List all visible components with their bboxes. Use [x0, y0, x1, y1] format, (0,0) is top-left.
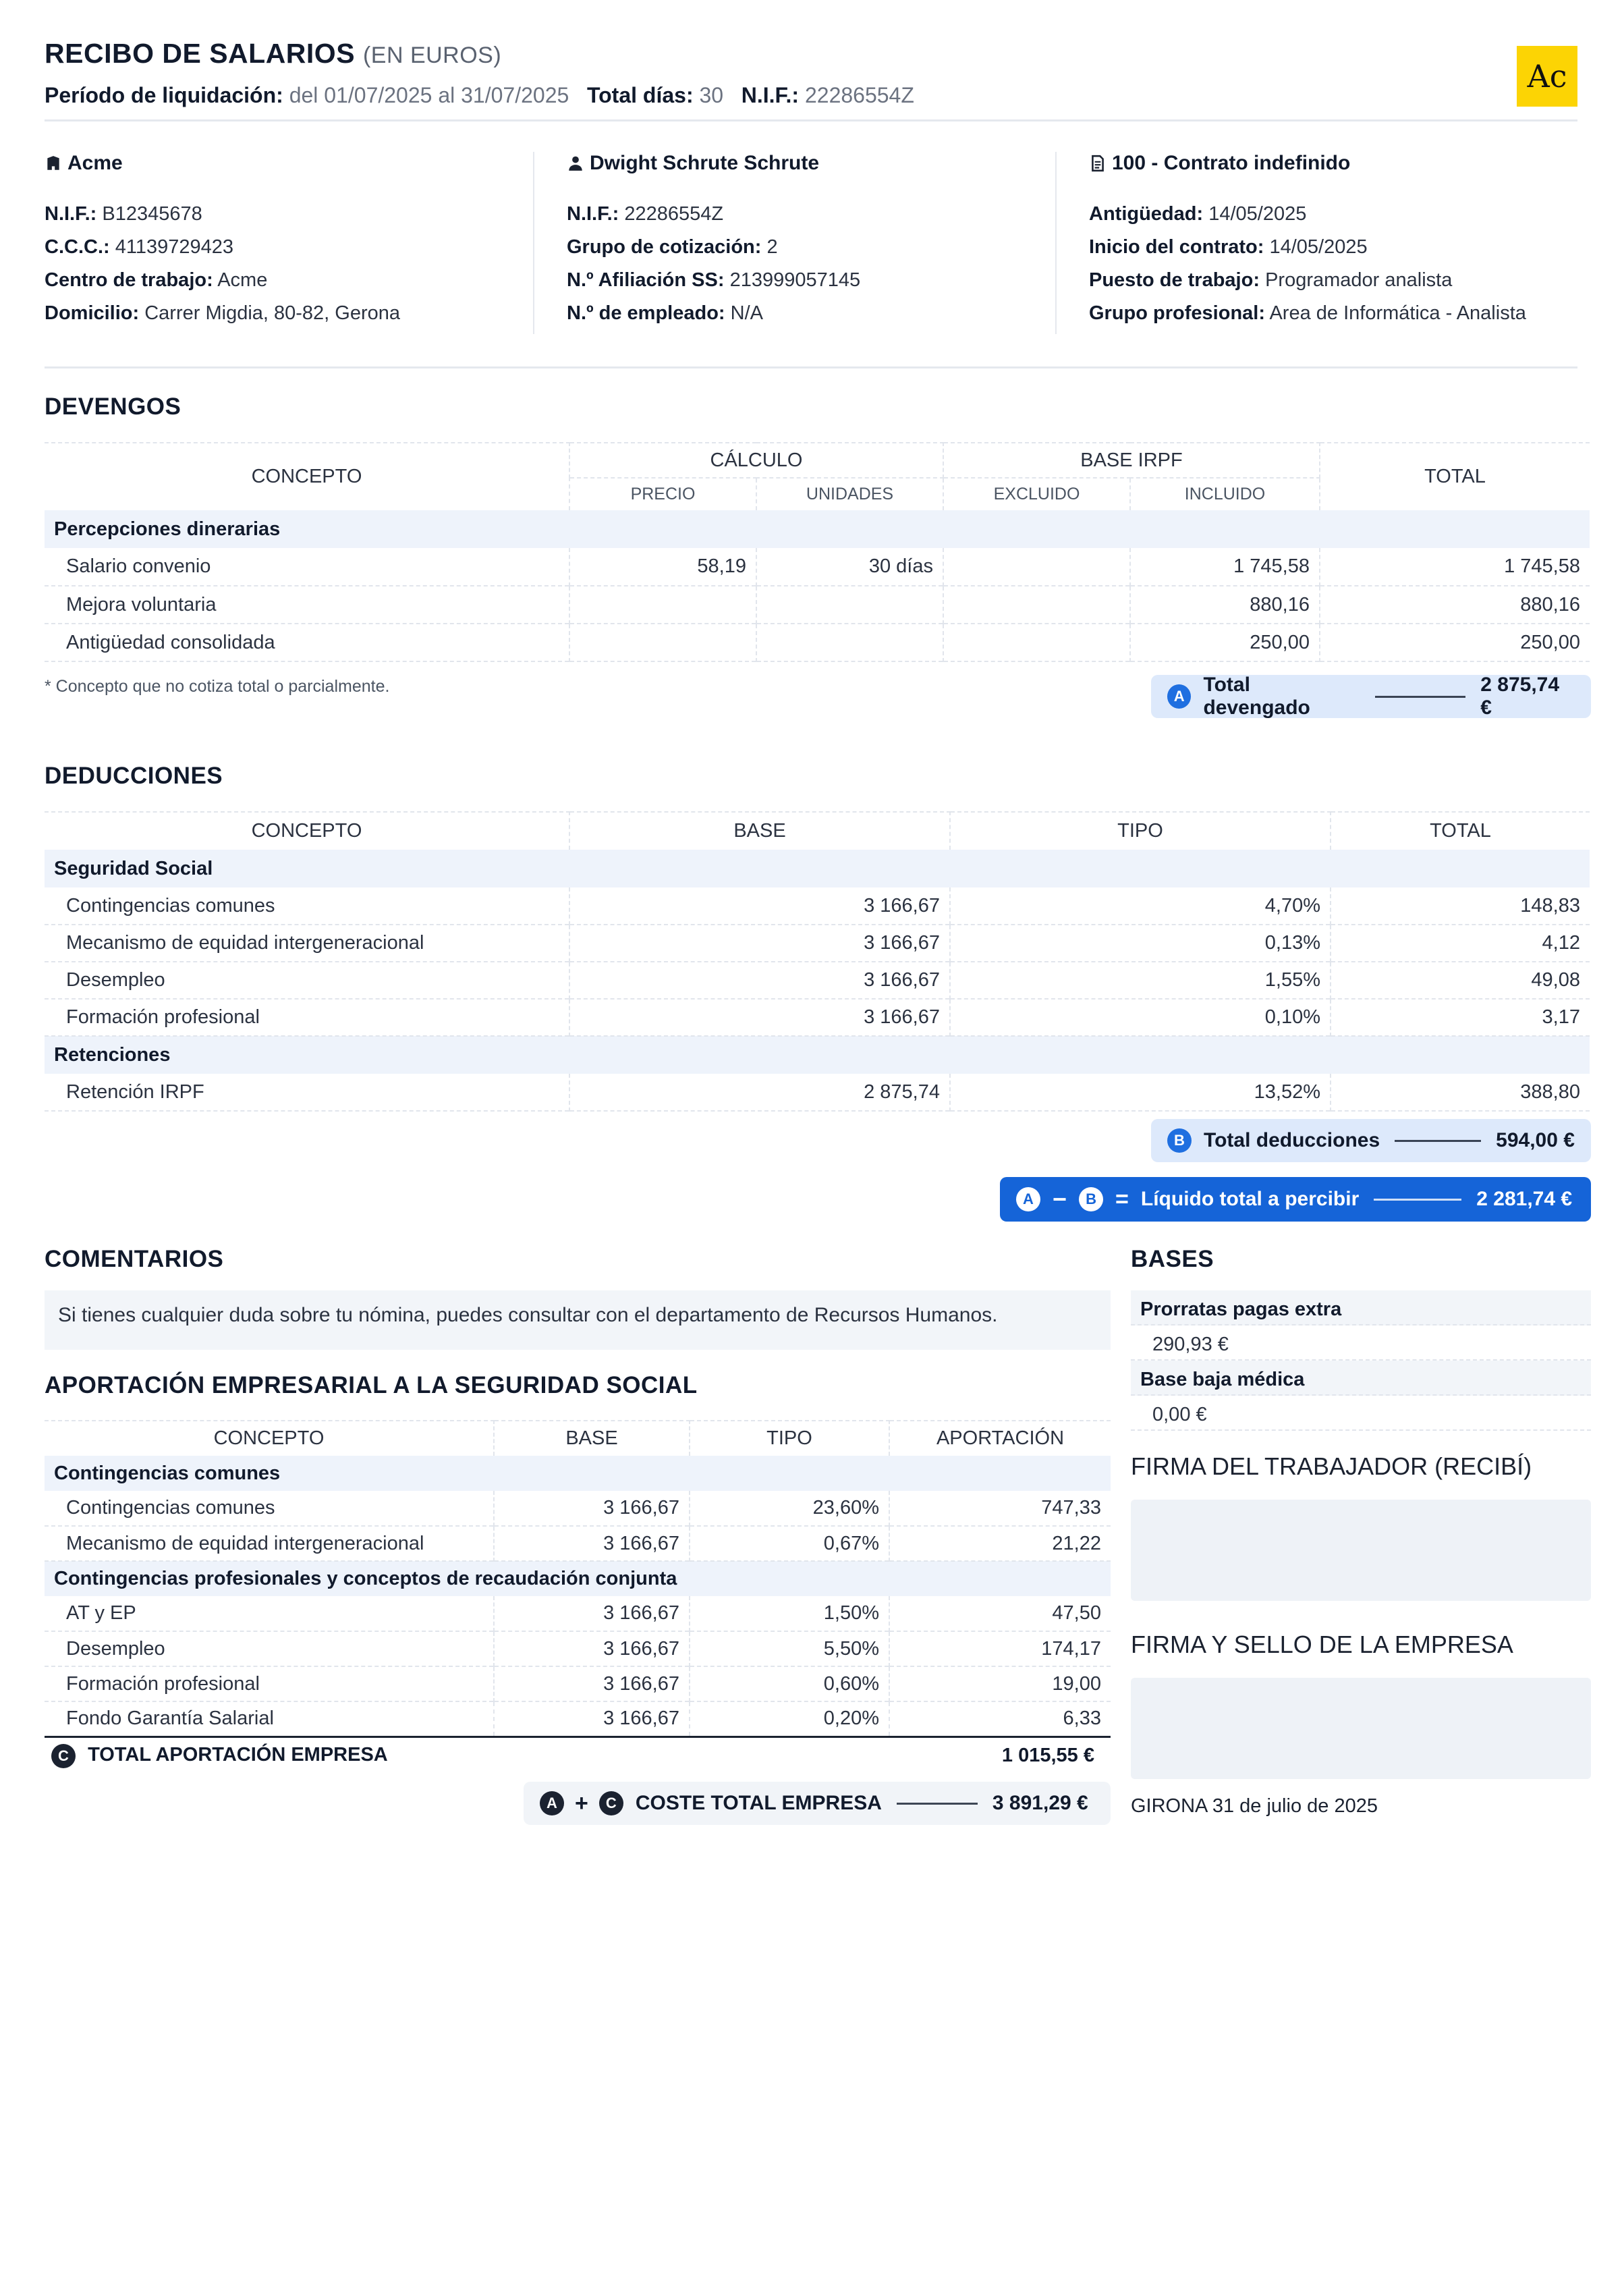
days-value: 30 — [699, 83, 724, 107]
concepto-cell: Mecanismo de equidad intergeneracional — [45, 925, 569, 962]
contract-prof-label: Grupo profesional: — [1089, 302, 1265, 324]
total-cell: 388,80 — [1520, 1081, 1580, 1103]
devengos-table — [45, 442, 1590, 662]
devengos-group-row — [45, 510, 1590, 548]
table-row — [45, 548, 1590, 586]
concepto-cell: AT y EP — [45, 1596, 494, 1631]
total-cell: 250,00 — [1520, 631, 1580, 653]
aportacion-h-aportacion: APORTACIÓN — [889, 1421, 1111, 1456]
precio-cell — [569, 624, 756, 661]
employee-ss — [567, 264, 1035, 297]
total-cell: 3,17 — [1542, 1006, 1580, 1028]
deducciones-table — [45, 811, 1590, 1112]
devengos-group-label: Percepciones dinerarias — [45, 510, 1590, 548]
period-label: Período de liquidación: — [45, 83, 283, 107]
page-title — [45, 38, 1577, 70]
aportacion-total-label-cell — [45, 1737, 889, 1774]
aportacion-title: APORTACIÓN EMPRESARIAL A LA SEGURIDAD SOCIAL — [45, 1372, 698, 1398]
base-cell: 3 166,67 — [494, 1526, 690, 1561]
base-cell: 3 166,67 — [494, 1491, 690, 1526]
nif-label: N.I.F.: — [741, 83, 800, 107]
concepto-cell: Desempleo — [45, 962, 569, 999]
divider — [45, 366, 1577, 368]
tipo-cell: 1,50% — [690, 1596, 889, 1631]
tipo-cell: 0,13% — [950, 925, 1331, 962]
days-label: Total días: — [586, 83, 694, 107]
company-nif-value: B12345678 — [102, 203, 202, 225]
table-row — [45, 1074, 1590, 1111]
total-devengado-pill — [1151, 675, 1591, 718]
liquido-value: 2 281,74 € — [1476, 1188, 1573, 1210]
contract-start-label: Inicio del contrato: — [1089, 236, 1264, 258]
header — [45, 38, 1577, 121]
devengos-h-unidades: UNIDADES — [756, 478, 943, 510]
precio-cell: 58,19 — [569, 548, 756, 586]
table-row — [45, 1596, 1111, 1631]
total-cell: 4,12 — [1542, 932, 1580, 954]
minus-sign: − — [1053, 1185, 1067, 1213]
total-devengado-label: Total devengado — [1203, 674, 1310, 719]
aportacion-total-row — [45, 1737, 1111, 1774]
contract-start — [1089, 231, 1557, 264]
incluido-cell: 250,00 — [1130, 624, 1320, 661]
aportacion-header-row — [45, 1421, 1111, 1456]
base-cell: 3 166,67 — [569, 925, 950, 962]
badge-a: A — [540, 1791, 564, 1815]
base-cell: 2 875,74 — [569, 1074, 950, 1111]
contract-seniority-value: 14/05/2025 — [1208, 203, 1307, 225]
precio-cell — [569, 586, 756, 624]
employee-name — [567, 152, 1035, 175]
total-devengado-value: 2 875,74 € — [1480, 674, 1560, 719]
excluido-cell — [943, 548, 1130, 586]
contract-name — [1089, 152, 1557, 175]
total-cell: 1 745,58 — [1504, 555, 1580, 577]
unidades-cell — [756, 624, 943, 661]
deducciones-group-row — [45, 1036, 1590, 1074]
building-icon — [45, 155, 62, 172]
table-row — [45, 887, 1590, 925]
base-cell: 3 166,67 — [494, 1666, 690, 1701]
concepto-cell: Mejora voluntaria — [45, 586, 569, 624]
leader-line — [1375, 696, 1465, 698]
devengos-h-excluido: EXCLUIDO — [943, 478, 1130, 510]
total-cell: 148,83 — [1520, 894, 1580, 917]
period-line — [45, 83, 1577, 108]
leader-line — [897, 1803, 978, 1805]
prorrata-label: Prorratas pagas extra — [1131, 1290, 1591, 1325]
table-row — [45, 1701, 1111, 1737]
company-block — [45, 152, 534, 334]
deducciones-group-row — [45, 850, 1590, 887]
devengos-h-concepto: CONCEPTO — [45, 443, 569, 510]
company-address — [45, 297, 513, 330]
tipo-cell: 5,50% — [690, 1631, 889, 1666]
contract-prof-group — [1089, 297, 1557, 330]
tipo-cell: 13,52% — [950, 1074, 1331, 1111]
leader-line — [1395, 1140, 1481, 1142]
deducciones-group1-label: Seguridad Social — [45, 850, 1590, 887]
company-name-text: Acme — [67, 152, 123, 174]
incluido-cell: 880,16 — [1130, 586, 1320, 624]
firma-empresa-label: FIRMA Y SELLO DE LA EMPRESA — [1131, 1631, 1513, 1658]
company-center — [45, 264, 513, 297]
concepto-cell: Contingencias comunes — [45, 887, 569, 925]
contract-position-label: Puesto de trabajo: — [1089, 269, 1260, 291]
baja-value: 0,00 € — [1131, 1396, 1591, 1431]
aportacion-cell: 47,50 — [1052, 1602, 1101, 1624]
aportacion-group1-label: Contingencias comunes — [45, 1456, 1111, 1491]
prorrata-value: 290,93 € — [1131, 1325, 1591, 1361]
deducciones-h-total: TOTAL — [1331, 812, 1590, 850]
tipo-cell: 4,70% — [950, 887, 1331, 925]
table-row — [45, 1666, 1111, 1701]
tipo-cell: 0,10% — [950, 999, 1331, 1036]
aportacion-cell: 19,00 — [1052, 1672, 1101, 1695]
base-cell: 3 166,67 — [494, 1631, 690, 1666]
employee-nif-label: N.I.F.: — [567, 203, 619, 225]
devengos-h-precio: PRECIO — [569, 478, 756, 510]
aportacion-group2-label: Contingencias profesionales y conceptos de recaudación conjunta — [45, 1561, 1111, 1596]
lugar-fecha: GIRONA 31 de julio de 2025 — [1131, 1795, 1378, 1817]
total-cell: 880,16 — [1520, 593, 1580, 616]
contract-position-value: Programador analista — [1265, 269, 1453, 291]
base-cell: 3 166,67 — [494, 1596, 690, 1631]
parties-section — [45, 152, 1577, 334]
base-cell: 3 166,67 — [494, 1701, 690, 1737]
base-cell: 3 166,67 — [569, 887, 950, 925]
concepto-cell: Retención IRPF — [45, 1074, 569, 1111]
equals-sign: = — [1115, 1186, 1129, 1212]
company-logo — [1517, 46, 1577, 107]
deducciones-h-base: BASE — [569, 812, 950, 850]
aportacion-h-concepto: CONCEPTO — [45, 1421, 494, 1456]
title-note: (EN EUROS) — [362, 43, 502, 68]
nif-value: 22286554Z — [804, 83, 914, 107]
badge-b: B — [1167, 1128, 1192, 1153]
baja-label: Base baja médica — [1131, 1361, 1591, 1396]
employee-group-label: Grupo de cotización: — [567, 236, 762, 258]
employee-name-text: Dwight Schrute Schrute — [590, 152, 820, 174]
aportacion-total-label: TOTAL APORTACIÓN EMPRESA — [88, 1743, 388, 1766]
tipo-cell: 0,60% — [690, 1666, 889, 1701]
excluido-cell — [943, 624, 1130, 661]
deducciones-h-concepto: CONCEPTO — [45, 812, 569, 850]
bases-list — [1131, 1290, 1591, 1431]
devengos-h-calculo: CÁLCULO — [569, 443, 943, 478]
devengos-note: * Concepto que no cotiza total o parcialmente. — [45, 677, 390, 696]
table-row — [45, 1526, 1111, 1561]
concepto-cell: Contingencias comunes — [45, 1491, 494, 1526]
aportacion-cell: 174,17 — [1041, 1637, 1101, 1660]
aportacion-cell: 6,33 — [889, 1701, 1111, 1737]
table-row — [45, 624, 1590, 661]
table-row — [45, 962, 1590, 999]
total-cell: 49,08 — [1531, 969, 1580, 991]
bases-title: BASES — [1131, 1246, 1214, 1272]
aportacion-h-tipo: TIPO — [690, 1421, 889, 1456]
concepto-cell: Formación profesional — [45, 999, 569, 1036]
employee-group — [567, 231, 1035, 264]
contract-seniority-label: Antigüedad: — [1089, 203, 1204, 225]
contract-name-text: 100 - Contrato indefinido — [1112, 152, 1351, 174]
employee-number — [567, 297, 1035, 330]
company-address-value: Carrer Migdia, 80-82, Gerona — [144, 302, 401, 324]
incluido-cell: 1 745,58 — [1130, 548, 1320, 586]
tipo-cell: 0,67% — [690, 1526, 889, 1561]
badge-a: A — [1167, 684, 1191, 709]
employee-ss-value: 213999057145 — [729, 269, 861, 291]
comentarios-title: COMENTARIOS — [45, 1246, 224, 1272]
aportacion-group-row — [45, 1561, 1111, 1596]
company-ccc — [45, 231, 513, 264]
company-ccc-label: C.C.C.: — [45, 236, 110, 258]
firma-trabajador-label: FIRMA DEL TRABAJADOR (RECIBÍ) — [1131, 1452, 1532, 1480]
aportacion-group-row — [45, 1456, 1111, 1491]
devengos-header-row — [45, 443, 1590, 478]
plus-sign: + — [575, 1790, 588, 1816]
coste-total-label: COSTE TOTAL EMPRESA — [635, 1792, 882, 1814]
aportacion-cell: 747,33 — [1041, 1497, 1101, 1519]
table-row — [45, 586, 1590, 624]
excluido-cell — [943, 586, 1130, 624]
concepto-cell: Salario convenio — [45, 548, 569, 586]
base-cell: 3 166,67 — [569, 999, 950, 1036]
devengos-h-incluido: INCLUIDO — [1130, 478, 1320, 510]
total-deducciones-pill — [1151, 1119, 1591, 1162]
concepto-cell: Formación profesional — [45, 1666, 494, 1701]
title-text: RECIBO DE SALARIOS — [45, 38, 356, 69]
company-center-label: Centro de trabajo: — [45, 269, 213, 291]
concepto-cell: Antigüedad consolidada — [45, 624, 569, 661]
aportacion-total-value: 1 015,55 € — [1001, 1745, 1094, 1767]
contract-seniority — [1089, 198, 1557, 231]
aportacion-h-base: BASE — [494, 1421, 690, 1456]
company-nif-label: N.I.F.: — [45, 203, 97, 225]
firma-empresa-box[interactable] — [1131, 1678, 1591, 1779]
document-icon — [1089, 155, 1107, 172]
employee-nif — [567, 198, 1035, 231]
company-nif — [45, 198, 513, 231]
comentarios-text: Si tienes cualquier duda sobre tu nómina, puedes consultar con el departamento de Recursos Humanos. — [45, 1290, 1111, 1350]
deducciones-header-row — [45, 812, 1590, 850]
tipo-cell: 0,20% — [690, 1701, 889, 1737]
person-icon — [567, 155, 584, 172]
unidades-cell — [756, 586, 943, 624]
company-center-value: Acme — [217, 269, 268, 291]
base-cell: 3 166,67 — [569, 962, 950, 999]
period-value: del 01/07/2025 al 31/07/2025 — [289, 83, 569, 107]
liquido-pill — [1000, 1177, 1591, 1222]
employee-ss-label: N.º Afiliación SS: — [567, 269, 725, 291]
badge-c: C — [599, 1791, 623, 1815]
contract-prof-value: Area de Informática - Analista — [1269, 302, 1526, 324]
badge-c: C — [51, 1744, 76, 1768]
total-deducciones-value: 594,00 € — [1496, 1129, 1575, 1151]
leader-line — [1374, 1199, 1461, 1201]
aportacion-cell: 21,22 — [1052, 1532, 1101, 1554]
table-row — [45, 999, 1590, 1036]
contract-block — [1057, 152, 1577, 334]
badge-b: B — [1079, 1187, 1103, 1211]
table-row — [45, 1631, 1111, 1666]
devengos-h-total: TOTAL — [1320, 443, 1590, 510]
table-row — [45, 1491, 1111, 1526]
company-ccc-value: 41139729423 — [115, 236, 233, 258]
logo-text: Ac — [1527, 58, 1567, 94]
contract-position — [1089, 264, 1557, 297]
employee-nif-value: 22286554Z — [624, 203, 724, 225]
devengos-h-base: BASE IRPF — [943, 443, 1320, 478]
employee-number-value: N/A — [730, 302, 763, 324]
tipo-cell: 1,55% — [950, 962, 1331, 999]
tipo-cell: 23,60% — [690, 1491, 889, 1526]
deducciones-h-tipo: TIPO — [950, 812, 1331, 850]
total-deducciones-label: Total deducciones — [1204, 1129, 1380, 1151]
table-row — [45, 925, 1590, 962]
company-name — [45, 152, 513, 175]
deducciones-group2-label: Retenciones — [45, 1036, 1590, 1074]
firma-trabajador-box[interactable] — [1131, 1500, 1591, 1601]
aportacion-table — [45, 1420, 1111, 1774]
employee-number-label: N.º de empleado: — [567, 302, 725, 324]
concepto-cell: Desempleo — [45, 1631, 494, 1666]
concepto-cell: Fondo Garantía Salarial — [45, 1701, 494, 1737]
employee-group-value: 2 — [766, 236, 778, 258]
liquido-label: Líquido total a percibir — [1140, 1188, 1360, 1210]
employee-block — [534, 152, 1057, 334]
contract-start-value: 14/05/2025 — [1269, 236, 1368, 258]
company-address-label: Domicilio: — [45, 302, 140, 324]
concepto-cell: Mecanismo de equidad intergeneracional — [45, 1526, 494, 1561]
unidades-cell: 30 días — [756, 548, 943, 586]
badge-a: A — [1016, 1187, 1040, 1211]
coste-total-pill — [524, 1782, 1111, 1825]
deducciones-title: DEDUCCIONES — [45, 763, 223, 789]
devengos-title: DEVENGOS — [45, 393, 181, 420]
coste-total-value: 3 891,29 € — [992, 1792, 1088, 1814]
